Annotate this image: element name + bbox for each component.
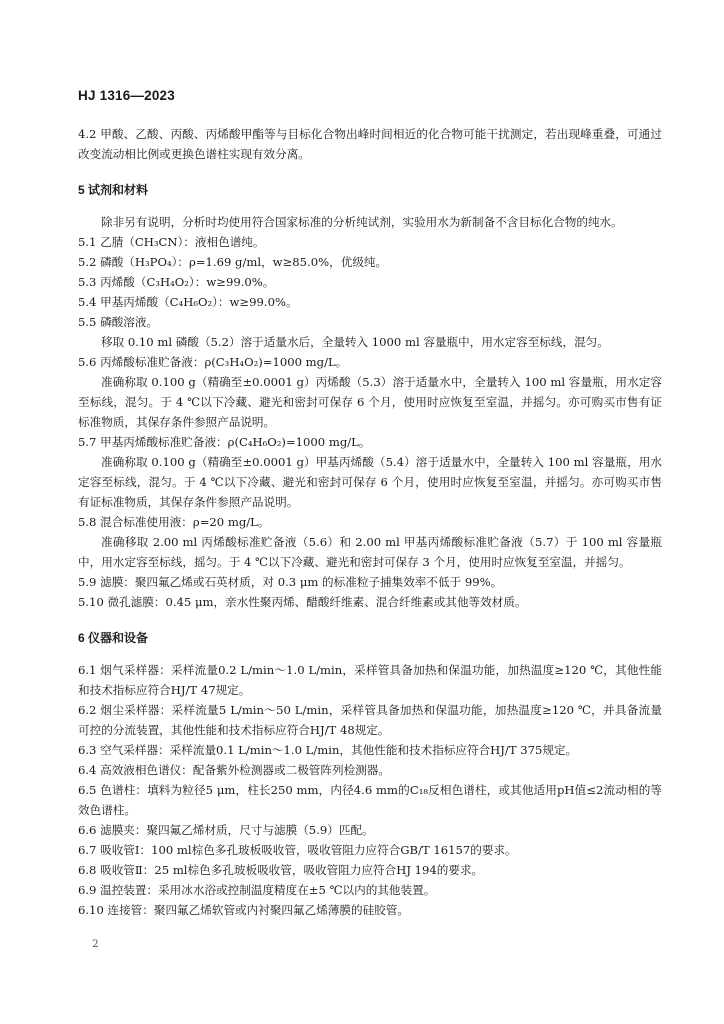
paragraph: 5.4 甲基丙烯酸（C₄H₆O₂）：w≥99.0%。 (78, 295, 298, 309)
paragraph: 6.2 烟尘采样器：采样流量5 L/min～50 L/min，采样管具备加热和保温功能，加热温度≥120 ℃，并具备流量可控的分流装置，其他性能和技术指标应符合HJ/T 48规定。 (78, 703, 662, 737)
paragraph: 移取 0.10 ml 磷酸（5.2）溶于适量水后，全量转入 1000 ml 容量瓶中，用水定容至标线，混匀。 (101, 335, 609, 349)
paragraph: 5.7 甲基丙烯酸标准贮备液：ρ(C₄H₆O₂)=1000 mg/L。 (78, 435, 371, 449)
paragraph: 5.2 磷酸（H₃PO₄）：ρ=1.69 g/ml，w≥85.0%，优级纯。 (78, 255, 388, 269)
paragraph: 5.3 丙烯酸（C₃H₄O₂）：w≥99.0%。 (78, 275, 275, 289)
paragraph: 5.5 磷酸溶液。 (78, 315, 159, 329)
paragraph: 5.8 混合标准使用液：ρ=20 mg/L。 (78, 515, 270, 529)
paragraph: 6.4 高效液相色谱仪：配备紫外检测器或二极管阵列检测器。 (78, 763, 390, 777)
paragraph: 5.6 丙烯酸标准贮备液：ρ(C₃H₄O₂)=1000 mg/L。 (78, 355, 348, 369)
paragraph: 6.3 空气采样器：采样流量0.1 L/min～1.0 L/min，其他性能和技术指标应符合HJ/T 375规定。 (78, 743, 578, 757)
paragraph: 6.10 连接管：聚四氟乙烯软管或内衬聚四氟乙烯薄膜的硅胶管。 (78, 903, 409, 917)
paragraph: 6.7 吸收管Ⅰ：100 ml棕色多孔玻板吸收管，吸收管阻力应符合GB/T 16157的要求。 (78, 843, 517, 857)
paragraph: 5.10 微孔滤膜：0.45 μm，亲水性聚丙烯、醋酸纤维素、混合纤维素或其他等效材质。 (78, 595, 527, 609)
paragraph: 6.1 烟气采样器：采样流量0.2 L/min～1.0 L/min，采样管具备加热和保温功能，加热温度≥120 ℃，其他性能和技术指标应符合HJ/T 47规定。 (78, 663, 662, 697)
paragraph: 6.9 温控装置：采用冰水浴或控制温度精度在±5 ℃以内的其他装置。 (78, 883, 436, 897)
document-body (78, 124, 662, 920)
section-heading: 6 仪器和设备 (78, 631, 149, 645)
paragraph: 5.9 滤膜：聚四氟乙烯或石英材质，对 0.3 μm 的标准粒子捕集效率不低于 99%。 (78, 575, 503, 589)
paragraph: 6.5 色谱柱：填料为粒径5 μm，柱长250 mm，内径4.6 mm的C₁₈反相色谱柱，或其他适用pH值≤2流动相的等效色谱柱。 (78, 783, 662, 817)
paragraph: 准确称取 0.100 g（精确至±0.0001 g）甲基丙烯酸（5.4）溶于适量水中，全量转入 100 ml 容量瓶，用水定容至标线，混匀。于 4 ℃以下冷藏、避光和密封可保存 6 个月，使用时应恢复至室温，并摇匀。亦可购买市售有证标准物质，其保存条件参照产品说明。 (78, 455, 662, 509)
standard-code: HJ 1316—2023 (78, 88, 175, 103)
paragraph: 除非另有说明，分析时均使用符合国家标准的分析纯试剂，实验用水为新制备不含目标化合物的纯水。 (101, 215, 623, 229)
page-number: 2 (92, 938, 99, 950)
paragraph: 5.1 乙腈（CH₃CN）：液相色谱纯。 (78, 235, 265, 249)
paragraph: 准确移取 2.00 ml 丙烯酸标准贮备液（5.6）和 2.00 ml 甲基丙烯酸标准贮备液（5.7）于 100 ml 容量瓶中，用水定容至标线，摇匀。于 4 ℃以下冷藏、避光和密封可保存 3 个月，使用时应恢复至室温，并摇匀。 (78, 535, 662, 569)
paragraph: 4.2 甲酸、乙酸、丙酸、丙烯酸甲酯等与目标化合物出峰时间相近的化合物可能干扰测定，若出现峰重叠，可通过改变流动相比例或更换色谱柱实现有效分离。 (78, 127, 662, 161)
paragraph: 6.8 吸收管Ⅱ：25 ml棕色多孔玻板吸收管，吸收管阻力应符合HJ 194的要求。 (78, 863, 484, 877)
paragraph: 准确称取 0.100 g（精确至±0.0001 g）丙烯酸（5.3）溶于适量水中，全量转入 100 ml 容量瓶，用水定容至标线，混匀。于 4 ℃以下冷藏、避光和密封可保存 6 个月，使用时应恢复至室温，并摇匀。亦可购买市售有证标准物质，其保存条件参照产品说明。 (78, 375, 662, 429)
section-heading: 5 试剂和材料 (78, 183, 149, 197)
paragraph: 6.6 滤膜夹：聚四氟乙烯材质，尺寸与滤膜（5.9）匹配。 (78, 823, 374, 837)
